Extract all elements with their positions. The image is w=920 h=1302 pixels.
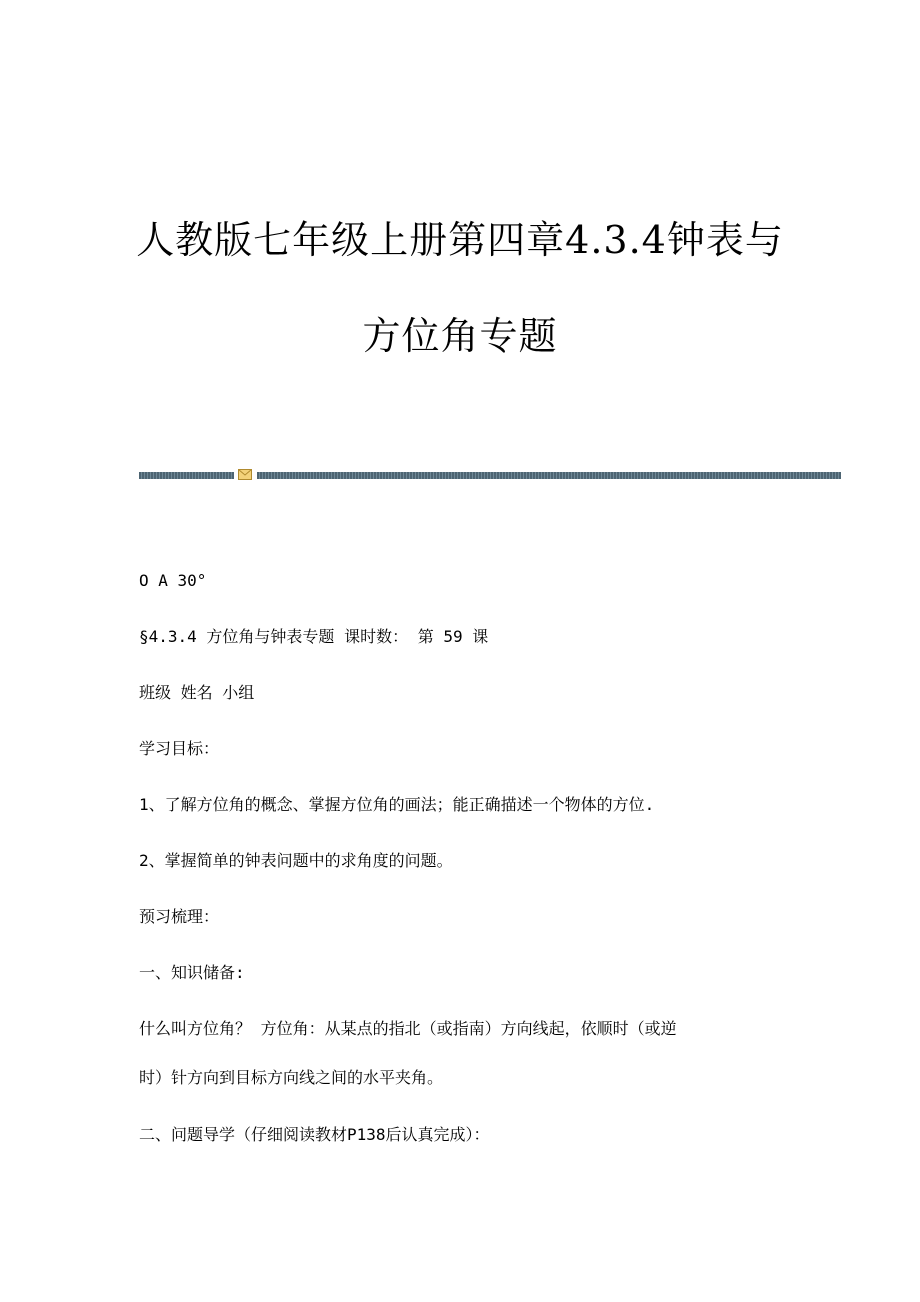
class-name-group-line: 班级 姓名 小组 (139, 683, 255, 702)
learning-goal-1: 1、了解方位角的概念、掌握方位角的画法；能正确描述一个物体的方位. (139, 795, 655, 814)
section-heading: §4.3.4 方位角与钟表专题 课时数： 第 59 课 (139, 627, 489, 646)
divider-bar-right (257, 472, 841, 479)
document-title-line-1: 人教版七年级上册第四章4.3.4钟表与 (136, 218, 784, 262)
learning-goal-2: 2、掌握简单的钟表问题中的求角度的问题。 (139, 851, 453, 870)
definition-line-2: 时）针方向到目标方向线之间的水平夹角。 (139, 1068, 444, 1087)
guided-questions-heading: 二、问题导学（仔细阅读教材P138后认真完成）： (139, 1125, 490, 1144)
definition-line-1: 什么叫方位角？ 方位角：从某点的指北（或指南）方向线起，依顺时（或逆 (139, 1019, 677, 1038)
learning-goals-heading: 学习目标： (139, 739, 220, 758)
envelope-icon (238, 469, 252, 480)
divider-bar-left (139, 472, 234, 479)
preview-heading: 预习梳理： (139, 907, 220, 926)
figure-label-text: O A 30° (139, 571, 207, 590)
title-divider (139, 468, 841, 482)
document-title-line-2: 方位角专题 (362, 314, 558, 358)
knowledge-heading: 一、知识储备: (139, 963, 245, 982)
